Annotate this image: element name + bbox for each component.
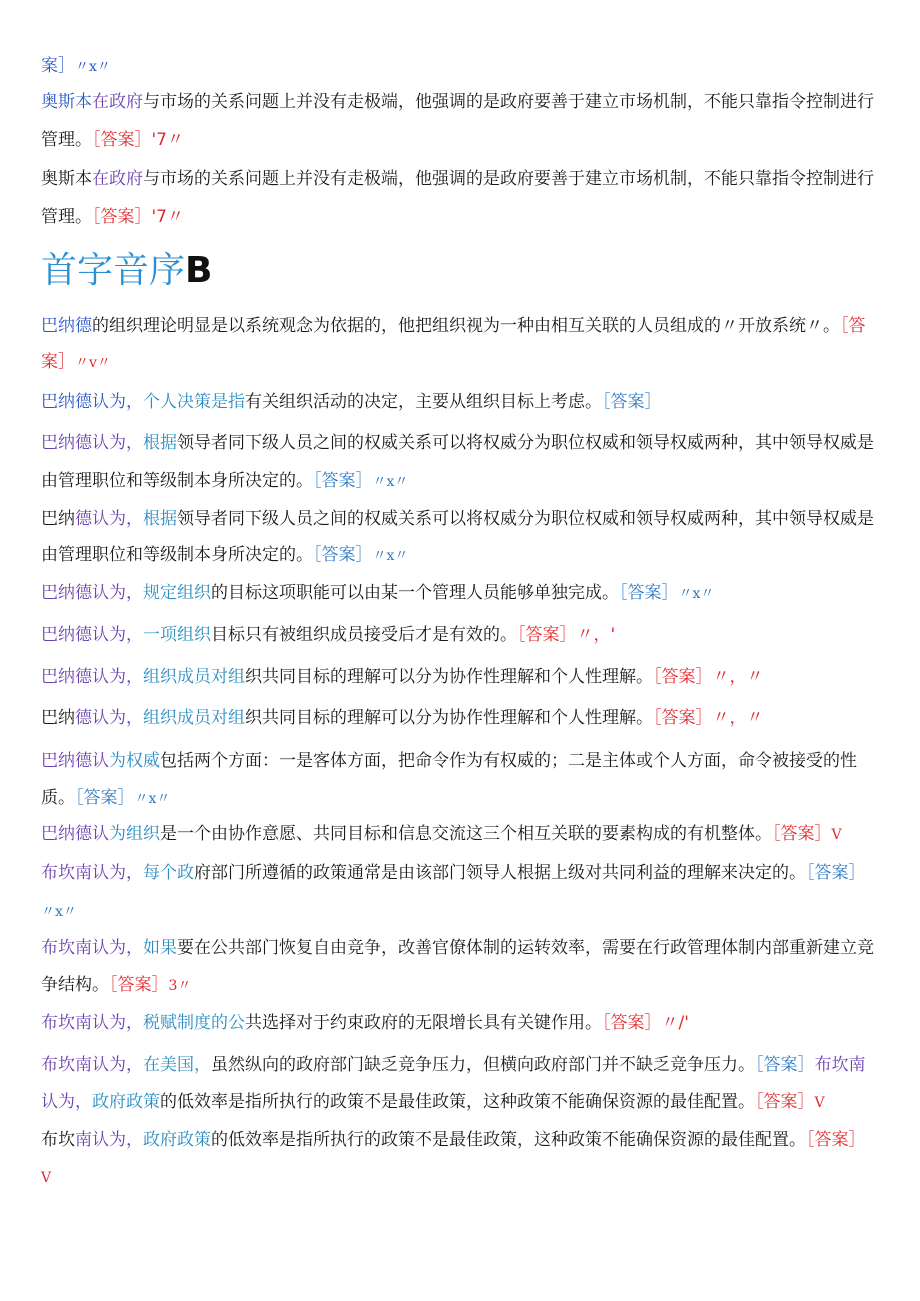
text-segment: 政府政策	[92, 1092, 160, 1112]
text-line	[41, 314, 866, 338]
text-segment: 认为，	[41, 1092, 92, 1112]
text-segment: 〃x〃	[372, 548, 409, 564]
text-segment: 巴纳	[41, 509, 75, 529]
text-segment: 的目标这项职能可以由某一个管理人员能够单独完成。	[211, 583, 619, 603]
text-line	[41, 1165, 51, 1189]
text-segment: 组织成员对组	[143, 708, 245, 728]
text-segment: 虽然纵向的政府部门缺乏竞争压力，但横向政府部门并不缺乏竞争压力。	[211, 1055, 755, 1075]
text-segment: 巴纳德认	[41, 824, 109, 844]
text-segment: 〃v〃	[75, 355, 111, 371]
text-segment: 巴纳	[41, 708, 75, 728]
text-segment: ［答案］〃，'	[517, 625, 616, 645]
text-line	[41, 786, 170, 810]
text-segment: 巴纳德认为，	[41, 392, 143, 412]
text-line	[41, 1128, 866, 1152]
text-segment: 巴纳德认为，	[41, 583, 143, 603]
text-segment: 德认为，	[75, 708, 143, 728]
text-segment: 根据	[143, 509, 177, 529]
text-line	[41, 507, 874, 531]
text-segment: 共选择对于约束政府的无限增长具有关键作用。	[245, 1013, 602, 1033]
text-line	[41, 623, 615, 647]
text-segment: ［答案］	[806, 863, 866, 883]
text-segment: 府部门所遵循的政策通常是由该部门领导人根据上级对共同利益的理解来决定的。	[194, 863, 806, 883]
text-segment: ［答案］	[755, 1055, 815, 1075]
text-segment: 管理。	[41, 207, 92, 227]
text-segment: 布坎南认为，	[41, 863, 143, 883]
text-segment: 为权威	[109, 751, 160, 771]
text-line	[41, 1090, 825, 1114]
text-segment: 管理。	[41, 130, 92, 150]
text-segment: 巴纳德认	[41, 751, 109, 771]
text-segment: 为组织	[109, 824, 160, 844]
text-segment: 奥斯本	[41, 92, 92, 112]
text-segment: 的组织理论明显是以系统观念为依据的，他把组织视为一种由相互关联的人员组成的〃开放系统〃。	[92, 316, 840, 336]
text-segment: 布坎	[41, 1130, 75, 1150]
text-segment: ［答案］	[755, 1092, 815, 1112]
text-segment: ［答案］	[313, 545, 373, 565]
text-segment: 规定组织	[143, 583, 211, 603]
text-segment: 税赋制度的公	[143, 1013, 245, 1033]
text-segment: ［答案］	[109, 975, 169, 995]
text-segment: 〃x〃	[41, 904, 77, 920]
text-segment: 目标只有被组织成员接受后才是有效的。	[211, 625, 517, 645]
text-segment: 要在公共部门恢复自由竞争，改善官僚体制的运转效率，需要在行政管理体制内部重新建立竞	[177, 938, 874, 958]
text-segment: 每个政	[143, 863, 194, 883]
text-segment: ［答案］'7〃	[92, 207, 184, 227]
text-line	[41, 469, 408, 493]
text-segment: 根据	[143, 433, 177, 453]
text-segment: 是一个由协作意愿、共同目标和信息交流这三个相互关联的要素构成的有机整体。	[160, 824, 772, 844]
text-segment: 一项组织	[143, 625, 211, 645]
text-segment: 与市场的关系问题上并没有走极端，他强调的是政府要善于建立市场机制，不能只靠指令控制进行	[143, 169, 874, 189]
text-segment: 有关组织活动的决定，主要从组织目标上考虑。	[245, 392, 602, 412]
text-segment: ［答案］〃/'	[602, 1013, 689, 1033]
text-segment: 〃x〃	[134, 791, 171, 807]
text-line	[41, 1053, 866, 1077]
heading-letter: B	[185, 250, 213, 291]
text-segment: 质。	[41, 788, 75, 808]
text-segment: ［答案］	[806, 1130, 866, 1150]
text-segment: 〃x〃	[75, 59, 111, 75]
text-segment: 领导者同下级人员之间的权威关系可以将权威分为职位权威和领导权威两种，其中领导权威是	[177, 509, 874, 529]
text-line	[41, 899, 77, 923]
text-line	[41, 431, 874, 455]
text-segment: ［答案］'7〃	[92, 130, 184, 150]
text-segment: 布坎南认为，	[41, 938, 143, 958]
text-segment: 领导者同下级人员之间的权威关系可以将权威分为职位权威和领导权威两种，其中领导权威是	[177, 433, 874, 453]
text-segment: 织共同目标的理解可以分为协作性理解和个人性理解。	[245, 667, 653, 687]
text-segment: 奥斯本	[41, 169, 92, 189]
text-segment: 组织成员对组	[143, 667, 245, 687]
section-heading	[41, 248, 212, 294]
text-line	[41, 861, 866, 885]
text-segment: 案］	[41, 352, 75, 372]
text-segment: ［答案］〃，〃	[653, 667, 764, 687]
text-segment: 巴纳德认为，	[41, 433, 143, 453]
text-line	[41, 1011, 689, 1035]
text-segment: 〃x〃	[678, 586, 715, 602]
text-segment: 布坎南认为，	[41, 1055, 143, 1075]
heading-text: 首字音序	[41, 250, 186, 291]
text-line	[41, 543, 408, 567]
text-line	[41, 167, 874, 191]
text-segment: 个人决策是指	[143, 392, 245, 412]
text-segment: ［答案］	[602, 392, 662, 412]
text-segment: 的低效率是指所执行的政策不是最佳政策，这种政策不能确保资源的最佳配置。	[160, 1092, 755, 1112]
text-line	[41, 822, 842, 846]
text-segment: 巴纳德	[41, 316, 92, 336]
text-segment: V	[814, 1095, 825, 1111]
text-segment: 争结构。	[41, 975, 109, 995]
text-line	[41, 749, 857, 773]
text-line	[41, 936, 874, 960]
text-segment: 如果	[143, 938, 177, 958]
text-segment: ［答案］	[75, 788, 135, 808]
text-line	[41, 706, 764, 730]
text-line	[41, 128, 184, 152]
text-segment: V	[831, 827, 842, 843]
text-line	[41, 581, 714, 605]
text-line	[41, 90, 874, 114]
text-segment: 巴纳德认为，	[41, 667, 143, 687]
text-segment: 〃x〃	[372, 474, 409, 490]
text-segment: 案］	[41, 56, 75, 76]
text-segment: V	[41, 1170, 52, 1186]
text-segment: ［答案］〃，〃	[653, 708, 764, 728]
text-segment: 在政府	[92, 92, 143, 112]
text-segment: 在政府	[92, 169, 143, 189]
text-segment: 政府政策	[143, 1130, 211, 1150]
text-segment: ［答案］	[313, 471, 373, 491]
text-segment: 的低效率是指所执行的政策不是最佳政策，这种政策不能确保资源的最佳配置。	[211, 1130, 806, 1150]
text-segment: 与市场的关系问题上并没有走极端，他强调的是政府要善于建立市场机制，不能只靠指令控制进行	[143, 92, 874, 112]
text-line	[41, 390, 662, 414]
text-segment: 织共同目标的理解可以分为协作性理解和个人性理解。	[245, 708, 653, 728]
text-segment: ［答案］	[772, 824, 832, 844]
text-segment: 布坎南认为，	[41, 1013, 143, 1033]
text-segment: ［答	[840, 316, 866, 336]
text-segment: 3〃	[168, 978, 192, 994]
text-line	[41, 205, 184, 229]
text-segment: 德认为，	[75, 509, 143, 529]
text-line	[41, 54, 111, 78]
text-segment: ［答案］	[619, 583, 679, 603]
text-segment: 在美国，	[143, 1055, 211, 1075]
text-line	[41, 350, 111, 374]
text-line	[41, 665, 764, 689]
text-segment: 由管理职位和等级制本身所决定的。	[41, 471, 313, 491]
text-segment: 南认为，	[75, 1130, 143, 1150]
text-segment: 巴纳德认为，	[41, 625, 143, 645]
text-segment: 由管理职位和等级制本身所决定的。	[41, 545, 313, 565]
text-segment: 布坎南	[814, 1055, 866, 1075]
text-segment: 包括两个方面：一是客体方面，把命令作为有权威的；二是主体或个人方面，命令被接受的性	[160, 751, 857, 771]
text-line	[41, 973, 191, 997]
